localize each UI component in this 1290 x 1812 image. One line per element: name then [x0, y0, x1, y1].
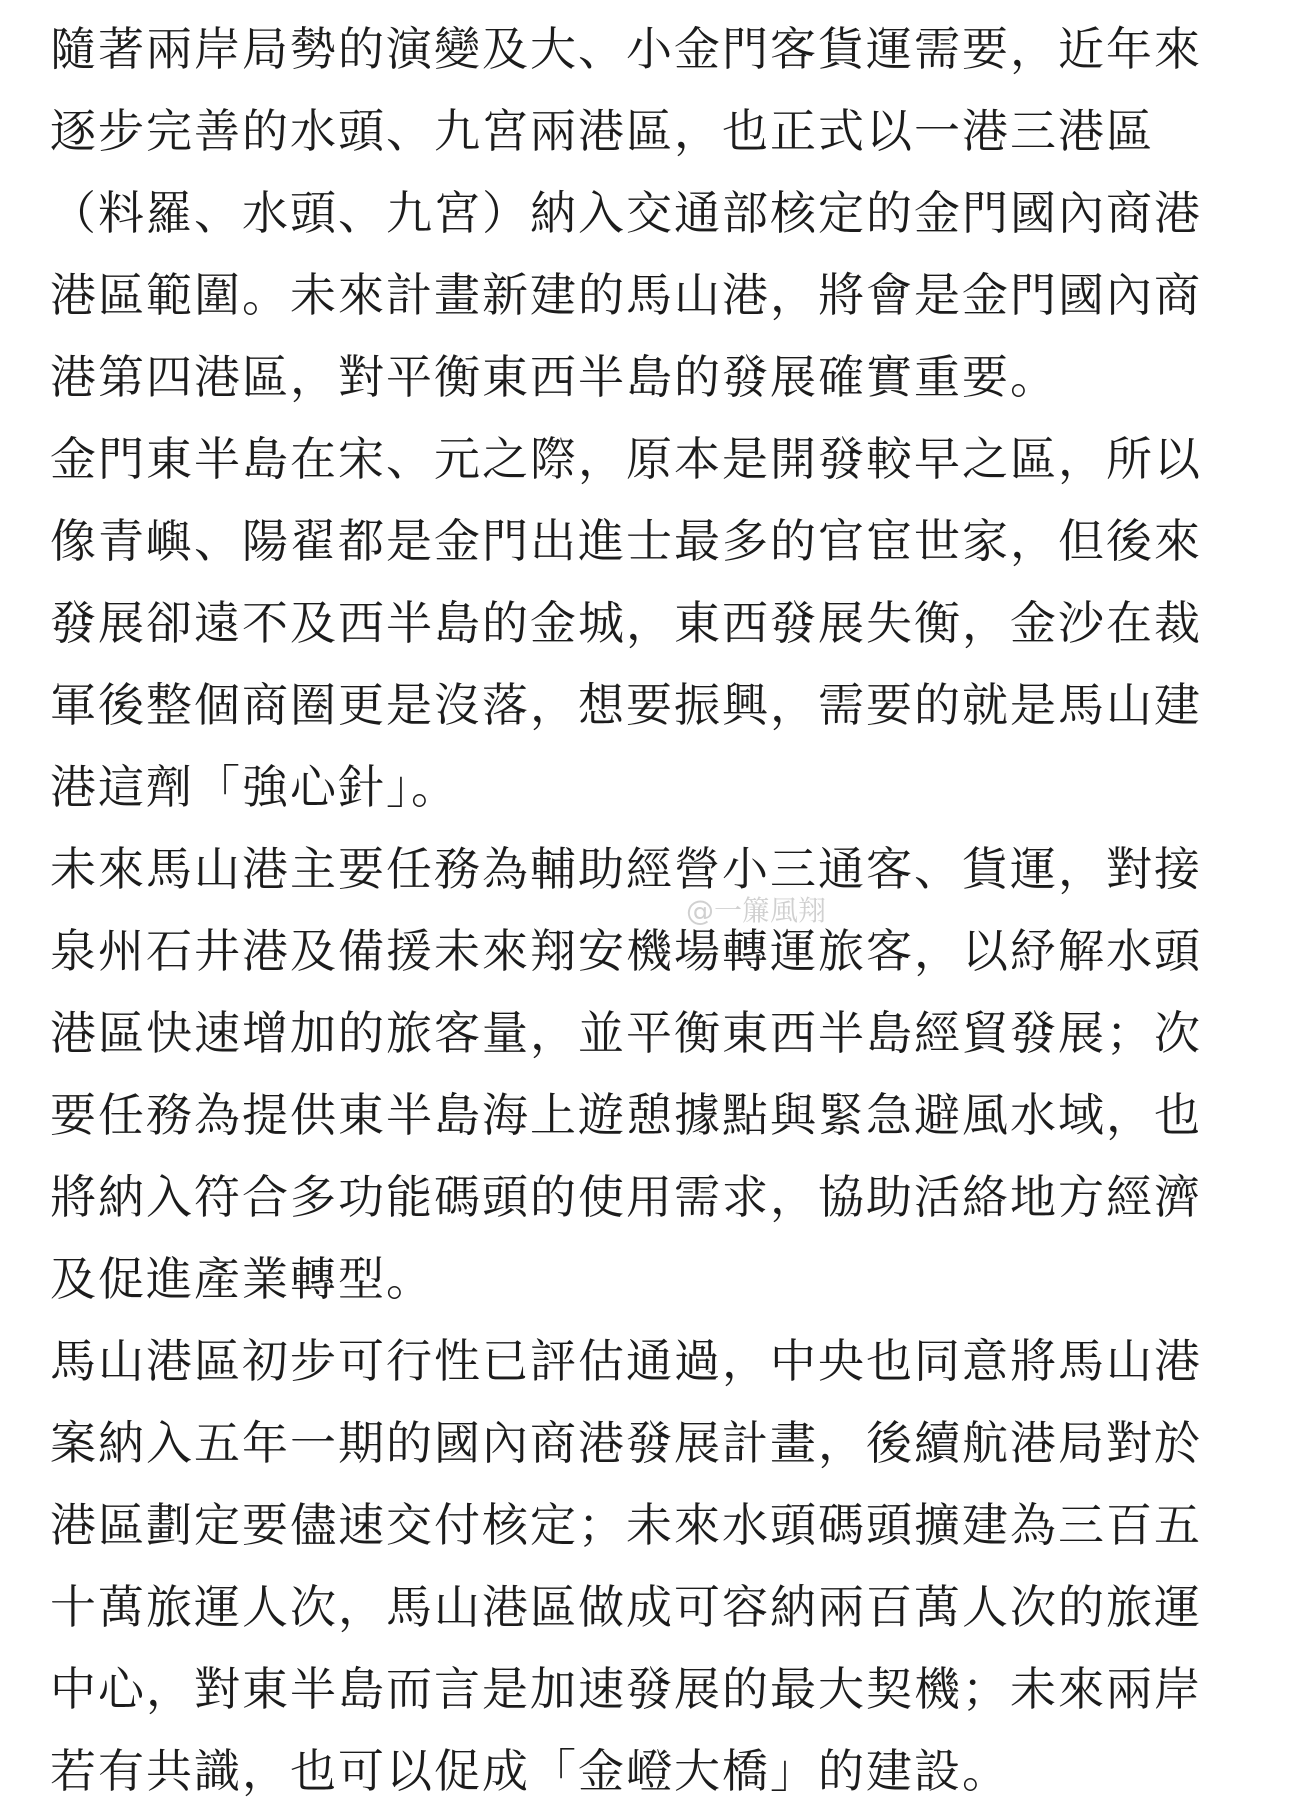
article-body: [50, 8, 1230, 1812]
text-line: 港區劃定要儘速交付核定；未來水頭碼頭擴建為三百五: [50, 1498, 1202, 1552]
text-line: 未來馬山港主要任務為輔助經營小三通客、貨運，對接: [50, 842, 1202, 896]
text-line: 中心，對東半島而言是加速發展的最大契機；未來兩岸: [50, 1662, 1202, 1716]
text-line: 馬山港區初步可行性已評估通過，中央也同意將馬山港: [50, 1334, 1202, 1388]
paragraph-2: [50, 418, 1230, 828]
text-line: 軍後整個商圈更是沒落，想要振興，需要的就是馬山建: [50, 678, 1202, 732]
text-line: 若有共識，也可以促成「金嶝大橋」的建設。: [50, 1744, 1010, 1798]
paragraph-4: [50, 1320, 1230, 1812]
text-line: 逐步完善的水頭、九宮兩港區，也正式以一港三港區: [50, 104, 1154, 158]
text-line: 要任務為提供東半島海上遊憩據點與緊急避風水域，也: [50, 1088, 1202, 1142]
text-line: 港區範圍。未來計畫新建的馬山港，將會是金門國內商: [50, 268, 1202, 322]
text-line: 港第四港區，對平衡東西半島的發展確實重要。: [50, 350, 1058, 404]
paragraph-1: [50, 8, 1230, 418]
text-line: 港這劑「強心針」。: [50, 760, 459, 814]
text-line: 隨著兩岸局勢的演變及大、小金門客貨運需要，近年來: [50, 22, 1202, 76]
text-line: 金門東半島在宋、元之際，原本是開發較早之區，所以: [50, 432, 1202, 486]
text-line: 港區快速增加的旅客量，並平衡東西半島經貿發展；次: [50, 1006, 1202, 1060]
watermark: @一簾風翔: [686, 894, 827, 927]
text-line: 泉州石井港及備援未來翔安機場轉運旅客，以紓解水頭: [50, 924, 1202, 978]
text-line: 案納入五年一期的國內商港發展計畫，後續航港局對於: [50, 1416, 1202, 1470]
text-line: 及促進產業轉型。: [50, 1252, 434, 1306]
text-line: 發展卻遠不及西半島的金城，東西發展失衡，金沙在裁: [50, 596, 1202, 650]
text-line: 將納入符合多功能碼頭的使用需求，協助活絡地方經濟: [50, 1170, 1202, 1224]
text-line: 十萬旅運人次，馬山港區做成可容納兩百萬人次的旅運: [50, 1580, 1202, 1634]
paragraph-3: [50, 828, 1230, 1320]
text-line: （料羅、水頭、九宮）納入交通部核定的金門國內商港: [50, 186, 1202, 240]
text-line: 像青嶼、陽翟都是金門出進士最多的官宦世家，但後來: [50, 514, 1202, 568]
